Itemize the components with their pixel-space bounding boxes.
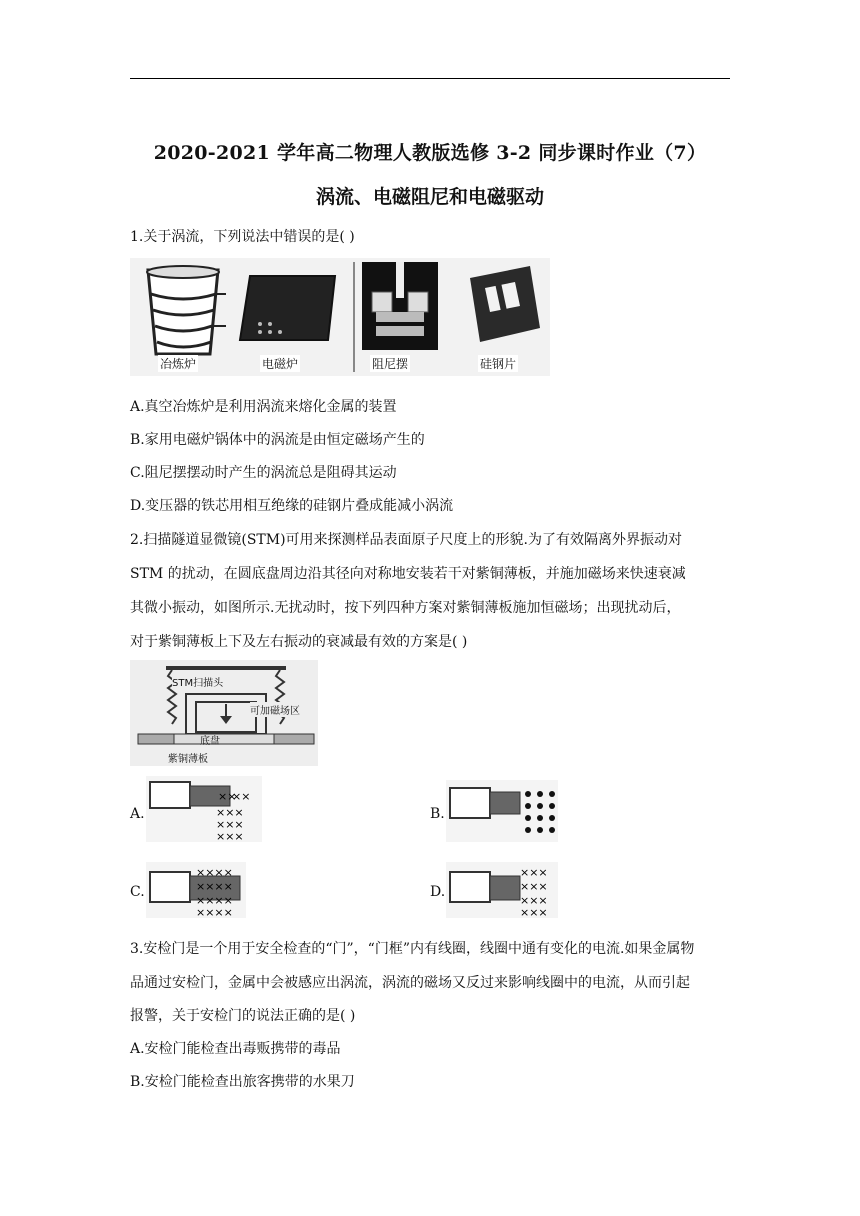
silicon-steel-icon (470, 266, 540, 342)
svg-text:××××: ×××× (196, 880, 233, 893)
q2-stem-line-3: 其微小振动，如图所示.无扰动时，按下列四种方案对紫铜薄板施加恒磁场；出现扰动后， (130, 600, 681, 616)
svg-text:×××: ××× (520, 894, 548, 907)
q3-option-a: A.安检门能检查出毒贩携带的毒品 (130, 1041, 341, 1057)
induction-cooker-icon (240, 276, 335, 340)
svg-text:×××: ××× (216, 818, 244, 831)
q2-option-d-figure (446, 862, 558, 918)
q3-stem-line-1: 3.安检门是一个用于安全检查的“门”，“门框”内有线圈，线圈中通有变化的电流.如果金属物 (130, 941, 695, 957)
q2-option-a-label: A. (130, 806, 145, 822)
figure-label-pendulum: 阻尼摆 (372, 357, 409, 371)
q3-option-b: B.安检门能检查出旅客携带的水果刀 (130, 1074, 355, 1090)
figure-label-cooker: 电磁炉 (262, 357, 299, 371)
svg-text:×××: ××× (520, 866, 548, 879)
q2-option-c-figure (146, 862, 246, 918)
q2-option-b-label: B. (430, 806, 445, 822)
q1-figure (130, 258, 550, 376)
q1-stem: 1.关于涡流，下列说法中错误的是( ) (130, 229, 355, 245)
label-base: 底盘 (200, 736, 220, 747)
q2-option-a-figure (146, 776, 262, 842)
svg-text:××: ×× (218, 790, 237, 803)
svg-text:××: ×× (232, 790, 251, 803)
svg-text:×××: ××× (520, 880, 548, 893)
q2-stem-line-4: 对于紫铜薄板上下及左右振动的衰减最有效的方案是( ) (130, 634, 468, 650)
q2-option-d-label: D. (430, 884, 446, 900)
q1-option-d: D.变压器的铁芯用相互绝缘的硅钢片叠成能减小涡流 (130, 498, 454, 514)
q3-stem-line-2: 品通过安检门，金属中会被感应出涡流，涡流的磁场又反过来影响线圈中的电流，从而引起 (130, 975, 690, 991)
svg-text:×××: ××× (520, 906, 548, 918)
q2-stem-line-1: 2.扫描隧道显微镜(STM)可用来探测样品表面原子尺度上的形貌.为了有效隔离外界振动对 (130, 532, 682, 548)
q2-option-c-label: C. (130, 884, 145, 900)
label-stm-head: STM扫描头 (172, 674, 223, 689)
q1-option-c: C.阻尼摆摆动时产生的涡流总是阻碍其运动 (130, 465, 397, 481)
page-title: 2020-2021 学年高二物理人教版选修 3-2 同步课时作业（7） (153, 142, 707, 164)
page-subtitle: 涡流、电磁阻尼和电磁驱动 (315, 186, 544, 208)
q1-option-a: A.真空冶炼炉是利用涡流来熔化金属的装置 (130, 399, 397, 415)
q2-stem-line-2: STM 的扰动，在圆底盘周边沿其径向对称地安装若干对紫铜薄板，并施加磁场来快速衰减 (130, 566, 686, 582)
damping-pendulum-icon (362, 262, 438, 350)
q2-option-b-figure (446, 780, 558, 842)
figure-label-furnace: 冶炼炉 (160, 357, 197, 371)
figure-label-steel: 硅钢片 (480, 357, 517, 371)
furnace-icon (147, 266, 226, 354)
svg-text:××××: ×××× (196, 906, 233, 918)
svg-text:××××: ×××× (196, 866, 233, 879)
stm-figure (130, 660, 318, 766)
svg-text:×××: ××× (216, 806, 244, 819)
label-copper-plate: 紫铜薄板 (168, 754, 208, 765)
q3-stem-line-3: 报警，关于安检门的说法正确的是( ) (130, 1008, 356, 1024)
svg-text:×××: ××× (216, 830, 244, 842)
svg-text:××××: ×××× (196, 894, 233, 907)
q1-option-b: B.家用电磁炉锅体中的涡流是由恒定磁场产生的 (130, 432, 425, 448)
label-field-region: 可加磁场区 (250, 702, 300, 717)
header-rule (130, 78, 730, 79)
